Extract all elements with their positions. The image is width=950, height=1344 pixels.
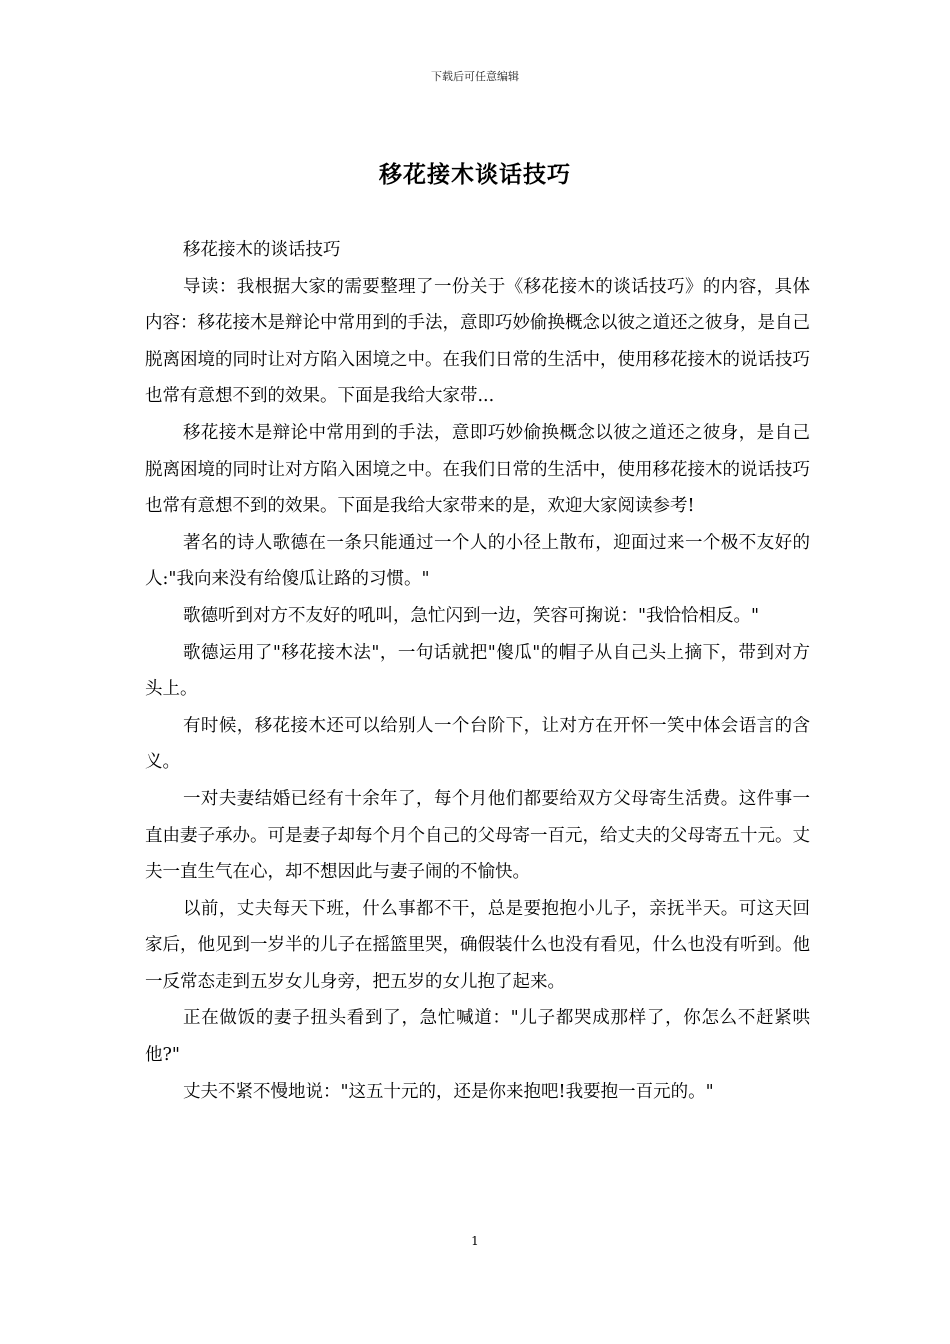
paragraph: 正在做饭的妻子扭头看到了，急忙喊道："儿子都哭成那样了，你怎么不赶紧哄他?" xyxy=(145,1008,810,1066)
header-note: 下载后可任意编辑 xyxy=(431,70,519,83)
paragraph: 有时候，移花接木还可以给别人一个台阶下，让对方在开怀一笑中体会语言的含义。 xyxy=(145,715,810,773)
paragraph: 一对夫妻结婚已经有十余年了，每个月他们都要给双方父母寄生活费。这件事一直由妻子承办。可是妻子却每个月个自己的父母寄一百元，给丈夫的父母寄五十元。丈夫一直生气在心，却不想因此与妻子闹的不愉快。 xyxy=(145,788,810,883)
paragraph: 移花接木是辩论中常用到的手法，意即巧妙偷换概念以彼之道还之彼身，是自己脱离困境的同时让对方陷入困境之中。在我们日常的生活中，使用移花接木的说话技巧也常有意想不到的效果。下面是我给大家带来的是，欢迎大家阅读参考! xyxy=(145,422,810,517)
paragraph: 歌德听到对方不友好的吼叫，急忙闪到一边，笑容可掬说："我恰恰相反。" xyxy=(183,605,760,626)
page-number: 1 xyxy=(471,1234,479,1248)
paragraph-subtitle: 移花接木的谈话技巧 xyxy=(183,240,341,260)
paragraph: 著名的诗人歌德在一条只能通过一个人的小径上散布，迎面过来一个极不友好的人:"我向来没有给傻瓜让路的习惯。" xyxy=(145,532,810,590)
paragraph: 歌德运用了"移花接木法"，一句话就把"傻瓜"的帽子从自己头上摘下，带到对方头上。 xyxy=(145,642,810,700)
paragraph: 丈夫不紧不慢地说："这五十元的，还是你来抱吧!我要抱一百元的。" xyxy=(183,1081,714,1102)
paragraph: 以前，丈夫每天下班，什么事都不干，总是要抱抱小儿子，亲抚半天。可这天回家后，他见到一岁半的儿子在摇篮里哭，确假装什么也没有看见，什么也没有听到。他一反常态走到五岁女儿身旁，把五岁的女儿抱了起来。 xyxy=(145,898,810,992)
document-body xyxy=(145,232,810,1110)
paragraph-intro: 导读：我根据大家的需要整理了一份关于《移花接木的谈话技巧》的内容，具体内容：移花接木是辩论中常用到的手法，意即巧妙偷换概念以彼之道还之彼身，是自己脱离困境的同时让对方陷入困境之中。在我们日常的生活中，使用移花接木的说话技巧也常有意想不到的效果。下面是我给大家带... xyxy=(145,276,810,407)
document-title: 移花接木谈话技巧 xyxy=(379,161,571,188)
